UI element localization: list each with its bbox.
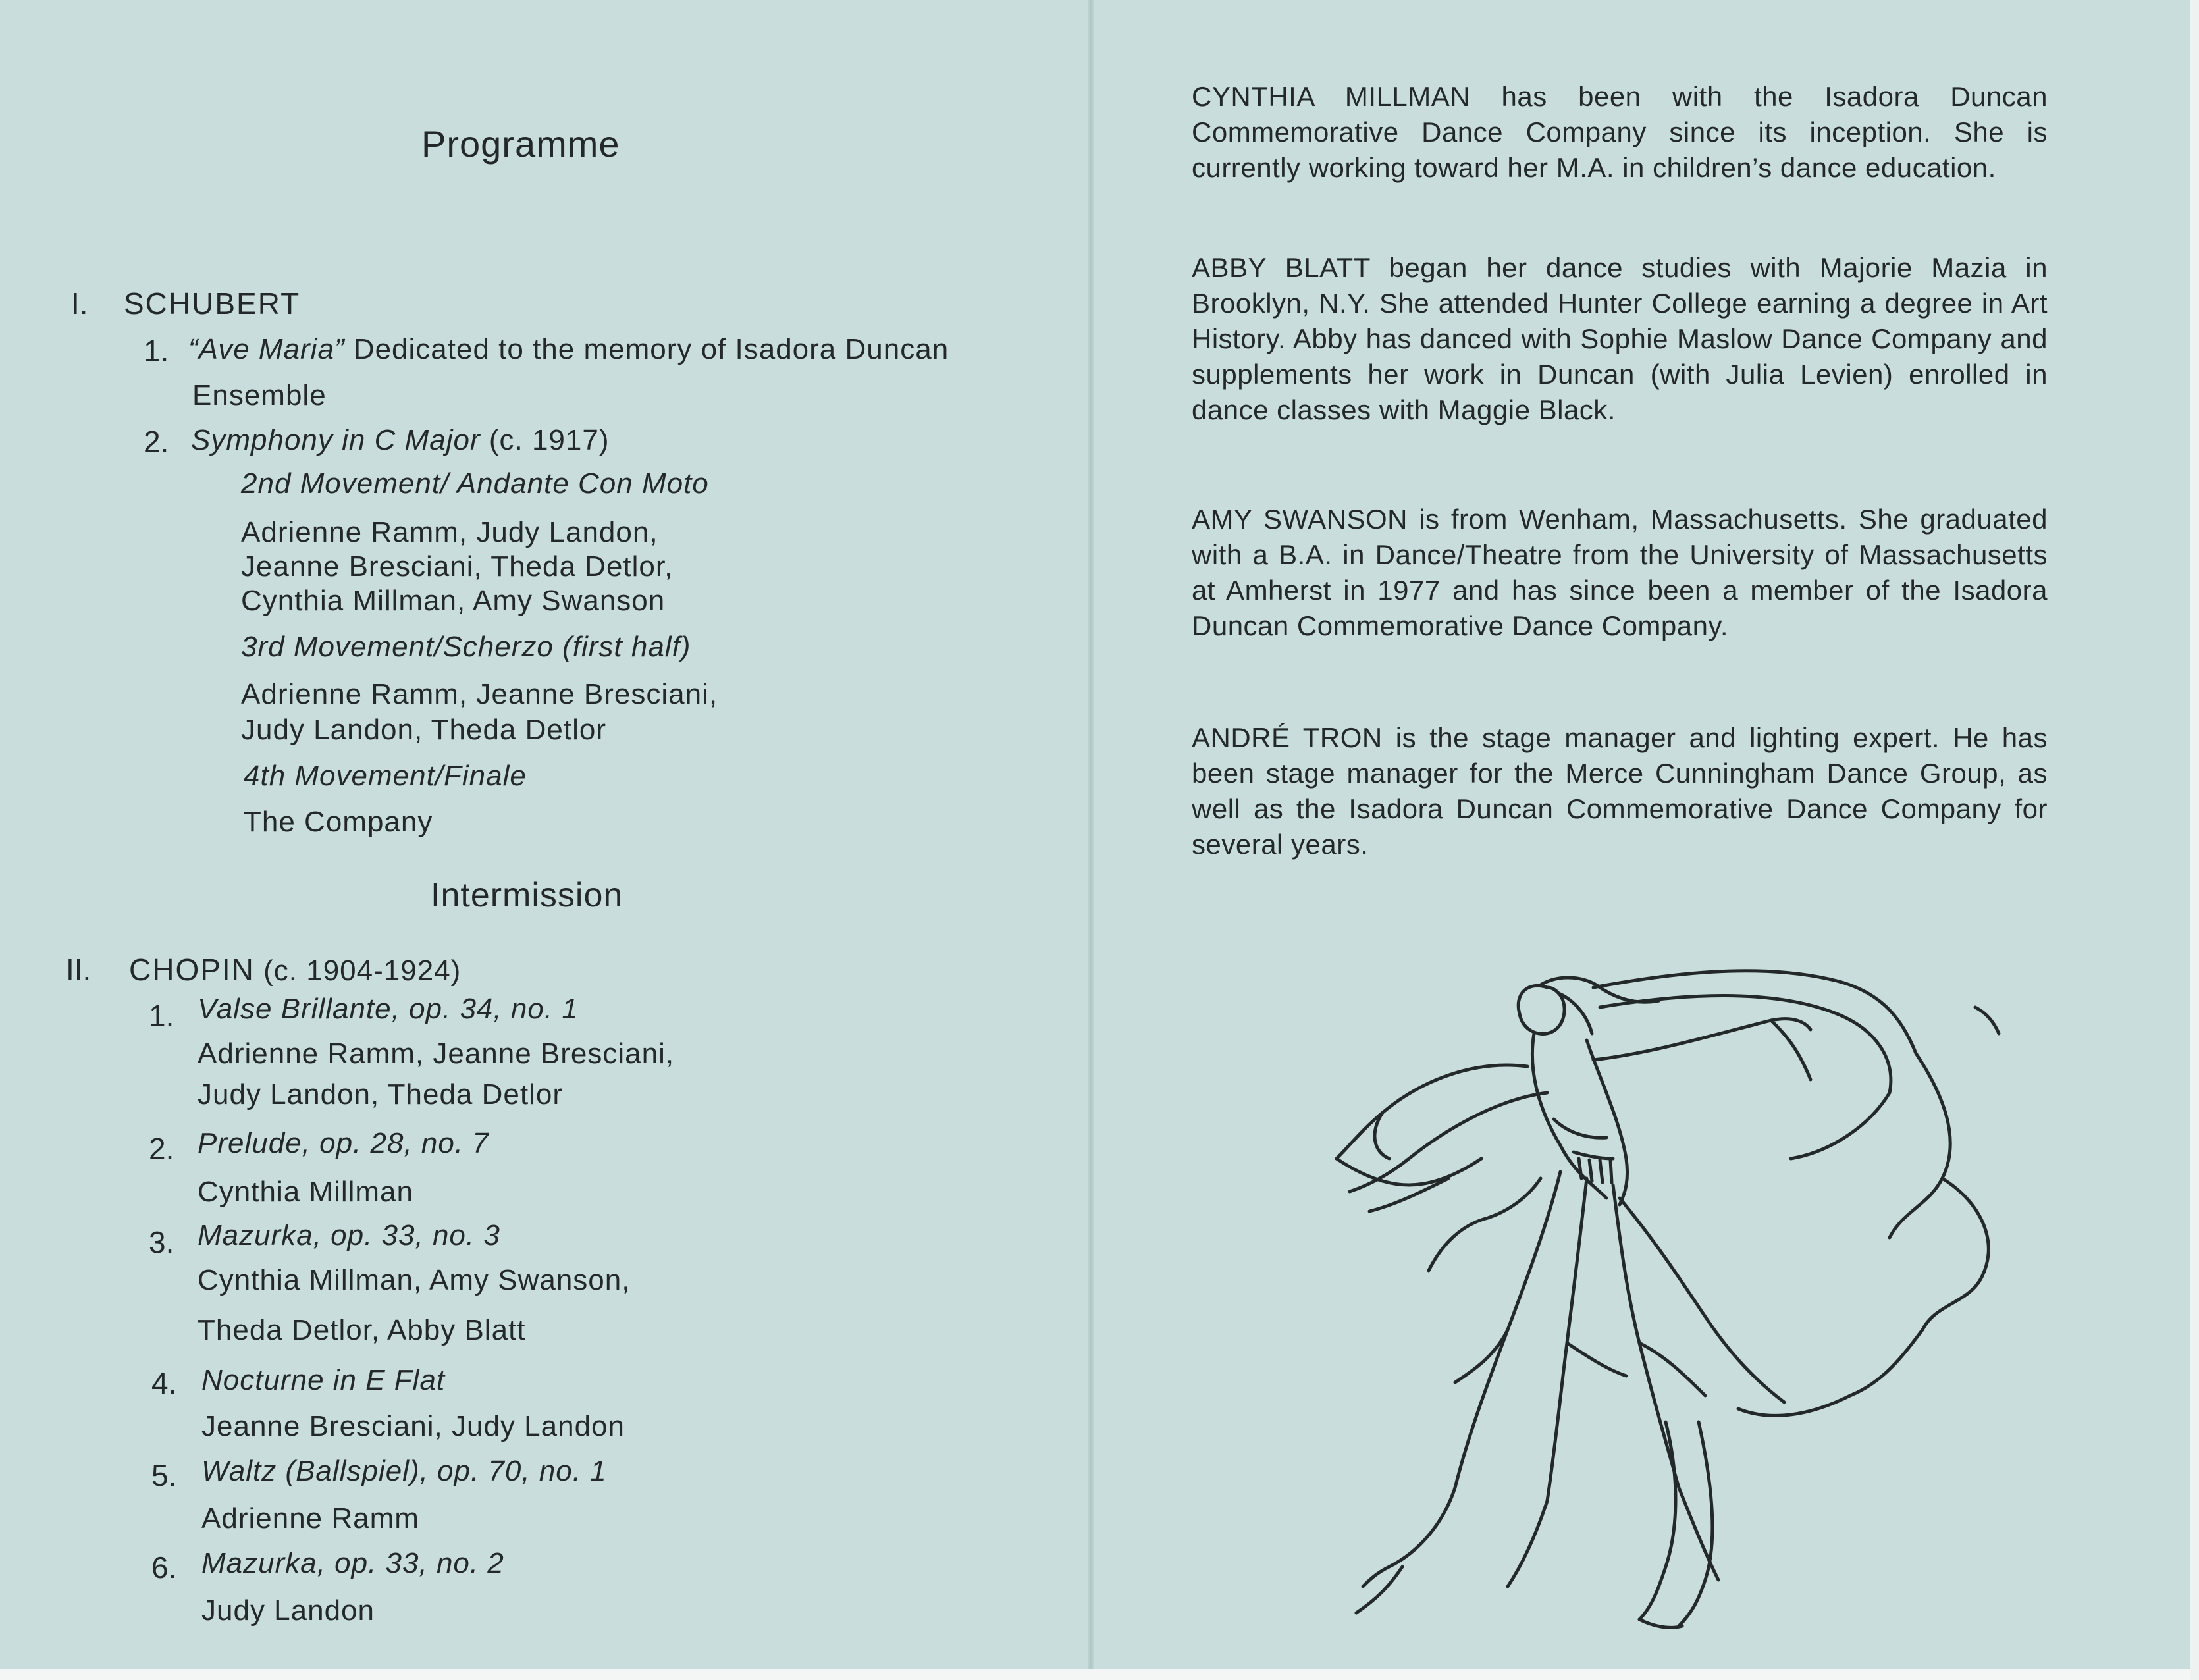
chopin-item-3-title: Mazurka, op. 33, no. 3 — [198, 1219, 500, 1251]
item-1-number: 1. — [144, 334, 169, 368]
movement-4-performers: The Company — [244, 806, 433, 838]
chopin-item-1-number: 1. — [149, 999, 174, 1033]
item-2-year: (c. 1917) — [489, 424, 610, 456]
chopin-item-1-title: Valse Brillante, op. 34, no. 1 — [198, 993, 579, 1025]
item-2-title: Symphony in C Major — [191, 424, 481, 456]
programme-title: Programme — [421, 123, 620, 165]
chopin-item-6-number: 6. — [151, 1550, 177, 1585]
section-2-roman: II. — [66, 953, 92, 987]
chopin-item-2-title: Prelude, op. 28, no. 7 — [198, 1127, 489, 1159]
chopin-item-2-performers: Cynthia Millman — [198, 1176, 413, 1208]
chopin-item-1-performers-line-1: Adrienne Ramm, Jeanne Bresciani, — [198, 1037, 675, 1070]
item-1-title: “Ave Maria” — [188, 333, 345, 365]
section-2-years: (c. 1904-1924) — [263, 955, 462, 987]
movement-3-performers-line-1: Adrienne Ramm, Jeanne Bresciani, — [241, 678, 718, 710]
chopin-item-4-performers: Jeanne Bresciani, Judy Landon — [201, 1410, 625, 1442]
scan-edge-right — [2190, 0, 2199, 1680]
chopin-item-4-title: Nocturne in E Flat — [201, 1364, 446, 1396]
item-2-number: 2. — [144, 425, 169, 459]
chopin-item-4-number: 4. — [151, 1366, 177, 1400]
movement-3-performers-line-2: Judy Landon, Theda Detlor — [241, 714, 606, 746]
movement-2-title: 2nd Movement/ Andante Con Moto — [241, 467, 709, 500]
movement-2-performers-line-1: Adrienne Ramm, Judy Landon, — [241, 516, 658, 548]
bio-cynthia-millman: CYNTHIA MILLMAN has been with the Isadora Duncan Commemorative Dance Company since its inception. She is currently working toward her M.A. in children’s dance education. — [1192, 81, 2048, 183]
chopin-item-6-title: Mazurka, op. 33, no. 2 — [201, 1547, 504, 1579]
chopin-item-2-number: 2. — [149, 1132, 174, 1166]
chopin-item-5-title: Waltz (Ballspiel), op. 70, no. 1 — [201, 1455, 607, 1487]
bio-andre-tron: ANDRÉ TRON is the stage manager and lighting expert. He has been stage manager for the Merce Cunningham Dance Group, as well as the Isadora Duncan Commemorative Dance Company for several years. — [1192, 722, 2048, 860]
dancer-sketch-icon — [1310, 961, 2054, 1652]
page-fold — [1088, 0, 1094, 1680]
chopin-item-3-number: 3. — [149, 1225, 174, 1259]
section-1-composer: SCHUBERT — [124, 286, 301, 321]
item-1-line — [188, 333, 949, 366]
bio-amy-swanson: AMY SWANSON is from Wenham, Massachusetts. She graduated with a B.A. in Dance/Theatre from the University of Massachusetts at Amherst in 1977 and has since been a member of the Isadora Duncan Commemorative Dance Company. — [1192, 504, 2048, 641]
section-1-roman: I. — [71, 286, 88, 321]
intermission-heading: Intermission — [431, 876, 623, 914]
item-2-line — [191, 424, 609, 457]
movement-4-title: 4th Movement/Finale — [244, 760, 527, 792]
scan-edge-bottom — [0, 1669, 2199, 1680]
bio-abby-blatt: ABBY BLATT began her dance studies with Majorie Mazia in Brooklyn, N.Y. She attended Hunter College earning a degree in Art History. Abby has danced with Sophie Maslow Dance Company and supplements her work in Duncan (with Julia Levien) enrolled in dance classes with Maggie Black. — [1192, 252, 2048, 425]
section-2-heading — [129, 952, 461, 987]
chopin-item-3-performers-line-2: Theda Detlor, Abby Blatt — [198, 1314, 526, 1346]
movement-2-performers-line-3: Cynthia Millman, Amy Swanson — [241, 585, 666, 617]
section-2-composer: CHOPIN — [129, 953, 255, 987]
item-1-performers: Ensemble — [192, 379, 327, 411]
chopin-item-6-performers: Judy Landon — [201, 1594, 375, 1627]
movement-2-performers-line-2: Jeanne Bresciani, Theda Detlor, — [241, 550, 674, 583]
item-1-dedication: Dedicated to the memory of Isadora Duncan — [353, 333, 949, 365]
chopin-item-1-performers-line-2: Judy Landon, Theda Detlor — [198, 1078, 563, 1111]
chopin-item-3-performers-line-1: Cynthia Millman, Amy Swanson, — [198, 1264, 631, 1296]
chopin-item-5-performers: Adrienne Ramm — [201, 1502, 419, 1535]
movement-3-title: 3rd Movement/Scherzo (first half) — [241, 631, 691, 663]
chopin-item-5-number: 5. — [151, 1458, 177, 1492]
